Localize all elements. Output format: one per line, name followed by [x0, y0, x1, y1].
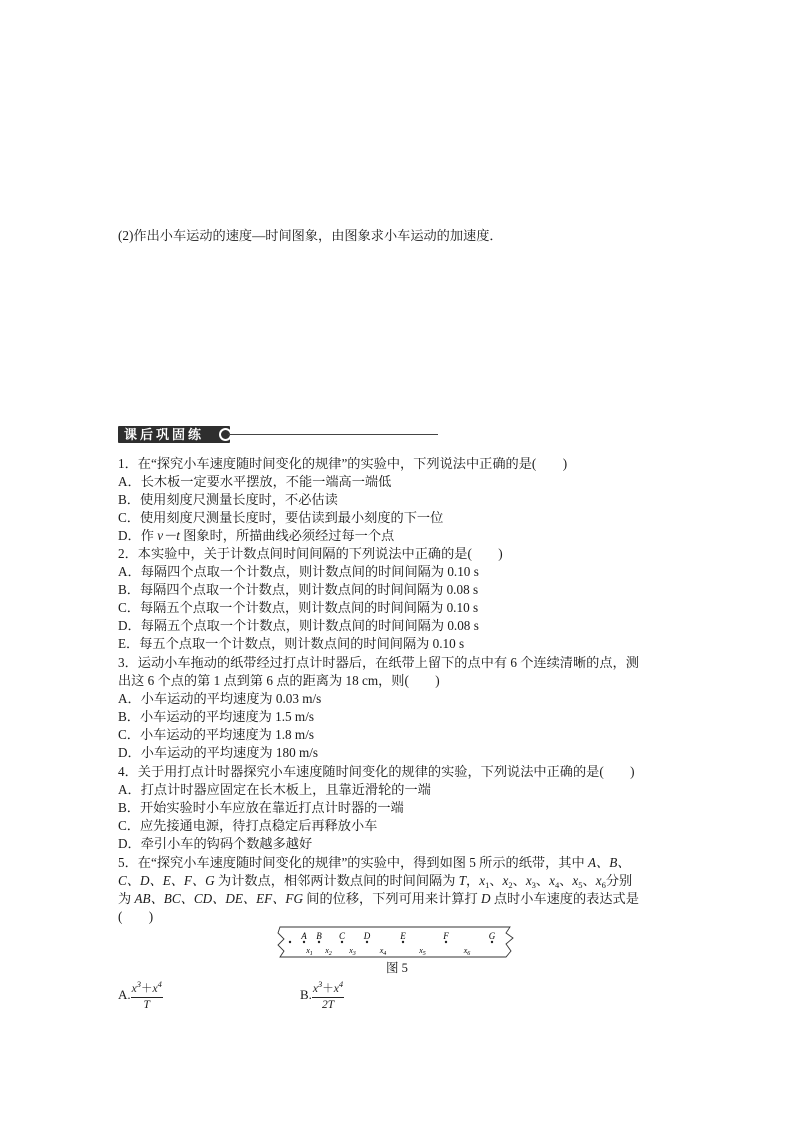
tape-label-B: B: [316, 931, 322, 941]
q4-stem: 4．关于用打点计时器探究小车速度随时间变化的规律的实验，下列说法中正确的是( ): [118, 764, 635, 779]
q5-stem2-text: 为计数点，相邻两计数点间的时间间隔为: [214, 873, 459, 888]
x-separator: 、: [559, 873, 573, 888]
q3-option-c: C．小车运动的平均速度为 1.8 m/s: [118, 727, 314, 742]
q2-option-e: E．每五个点取一个计数点，则计数点间的时间间隔为 0.10 s: [118, 636, 465, 651]
x-variable: x: [572, 873, 579, 888]
q3-stem-line1: 3．运动小车拖动的纸带经过打点计时器后，在纸带上留下的点中有 6 个连续清晰的点，测: [118, 655, 639, 670]
x-variable: x: [595, 873, 602, 888]
q1-option-a: A．长木板一定要水平摆放，不能一端高一端低: [118, 474, 392, 489]
q5-option-a-denominator: T: [143, 999, 150, 1011]
q5-stem3-start: 为: [118, 891, 135, 906]
q3-option-d: D．小车运动的平均速度为 180 m/s: [118, 745, 319, 760]
tape-outline: [278, 927, 513, 957]
q4-option-b: B．开始实验时小车应放在靠近打点计时器的一端: [118, 800, 404, 815]
x-subscript: 4: [554, 880, 560, 890]
x-subscript: 2: [508, 880, 513, 890]
tape-point-F: [445, 941, 447, 943]
tape-point-E: [402, 941, 404, 943]
x-variable: x: [502, 873, 509, 888]
x-subscript: 5: [578, 880, 583, 890]
section-title: 课后巩固练: [124, 427, 205, 442]
tape-segment-label-x2: $x_2$: [325, 946, 332, 957]
q1-option-b: B．使用刻度尺测量长度时，不必估读: [118, 492, 338, 507]
q5-stem3-segments: AB、BC、CD、DE、EF、FG: [134, 891, 303, 906]
x-subscript: 3: [531, 880, 536, 890]
q2-option-a: A．每隔四个点取一个计数点，则计数点间的时间间隔为 0.10 s: [118, 564, 479, 579]
tape-segment-label-x5: $x_5$: [419, 946, 426, 957]
q5-stem1-points: A、B、: [587, 855, 631, 870]
q2-stem: 2．本实验中，关于计数点间时间间隔的下列说法中正确的是( ): [118, 546, 503, 561]
q2-option-c: C．每隔五个点取一个计数点，则计数点间的时间间隔为 0.10 s: [118, 600, 479, 615]
q1-stem: 1．在“探究小车速度随时间变化的规律”的实验中，下列说法中正确的是( ): [118, 456, 568, 471]
q5-option-a: [118, 977, 163, 1013]
q2-option-b: B．每隔四个点取一个计数点，则计数点间的时间间隔为 0.08 s: [118, 582, 479, 597]
q5-option-a-fraction: [131, 977, 163, 1013]
x-separator: 、: [512, 873, 526, 888]
q3-option-b: B．小车运动的平均速度为 1.5 m/s: [118, 709, 314, 724]
q5-stem2-end: 分别: [605, 873, 633, 888]
q5-stem3-end: 点时小车速度的表达式是: [490, 891, 639, 906]
q1-d-suffix: 图象时，所描曲线必须经过每一个点: [179, 528, 395, 543]
q5-option-b-label: B.: [300, 987, 312, 1002]
x-separator: 、: [535, 873, 550, 888]
q5-stem2-comma: ，: [466, 873, 480, 888]
tape-label-E: E: [400, 931, 406, 941]
q5-x-list: [479, 873, 606, 888]
q3-stem-line2: 出这 6 个点的第 1 点到第 6 点的距离为 18 cm，则( ): [118, 673, 440, 688]
q5-stem3-D: D: [481, 891, 491, 906]
q4-option-d: D．牵引小车的钩码个数越多越好: [118, 836, 313, 851]
tape-label-F: F: [443, 931, 449, 941]
q5-option-b-fraction: [312, 977, 344, 1013]
q5-option-b-denominator: 2T: [321, 999, 335, 1011]
x-variable: x: [479, 873, 486, 888]
q5-option-b: [300, 977, 344, 1013]
tape-dot: [289, 941, 291, 943]
paper-tape-figure: [270, 925, 520, 959]
q2-option-d: D．每隔五个点取一个计数点，则计数点间的时间间隔为 0.08 s: [118, 618, 479, 633]
q1-option-d: [118, 527, 394, 545]
q1-d-prefix: D．作: [118, 528, 158, 543]
x-separator: 、: [582, 873, 596, 888]
q4-option-a: A．打点计时器应固定在长木板上，且靠近滑轮的一端: [118, 782, 431, 797]
tape-label-D: D: [363, 931, 371, 941]
tape-label-C: C: [338, 931, 346, 941]
tape-point-D: [366, 941, 368, 943]
q5-stem3-text: 间的位移，下列可用来计算打: [302, 891, 482, 906]
x-separator: 、: [489, 873, 503, 888]
q5-stem1-text: 5．在“探究小车速度随时间变化的规律”的实验中，得到如图 5 所示的纸带，其中: [118, 855, 588, 870]
tape-segment-label-x4: $x_4$: [379, 946, 387, 957]
q1-option-c: C．使用刻度尺测量长度时，要估读到最小刻度的下一位: [118, 510, 444, 525]
figure-caption: 图 5: [386, 961, 408, 975]
tape-label-A: A: [301, 931, 307, 941]
q5-answer-bracket: ( ): [118, 909, 154, 924]
q5-option-a-numerator: $x^3+x^4$: [131, 977, 163, 998]
section-divider: [228, 434, 438, 435]
q5-stem2-T: T: [458, 873, 467, 888]
tape-segment-label-x1: $x_1$: [306, 946, 313, 957]
q5-stem2-points: C、D、E、F、G: [118, 873, 215, 888]
tape-label-G: G: [488, 931, 496, 941]
q5-stem-line1: [118, 854, 630, 872]
q5-option-b-numerator: $x^3+x^4$: [312, 977, 344, 998]
q4-option-c: C．应先接通电源，待打点稳定后再释放小车: [118, 818, 378, 833]
x-variable: x: [525, 873, 532, 888]
tape-point-B: [318, 941, 320, 943]
section-header: [118, 426, 230, 443]
tape-point-G: [491, 941, 493, 943]
q5-option-a-label: A.: [118, 987, 131, 1002]
tape-segment-label-x6: $x_6$: [463, 946, 471, 957]
q1-d-variable: v－t: [157, 528, 180, 543]
tape-point-C: [341, 941, 343, 943]
x-subscript: 1: [485, 880, 490, 890]
tape-segment-label-x3: $x_3$: [349, 946, 356, 957]
part2-question: (2)作出小车运动的速度—时间图象，由图象求小车运动的加速度．: [118, 228, 503, 243]
x-variable: x: [549, 873, 555, 888]
q5-stem-line3: [118, 890, 639, 908]
q3-option-a: A．小车运动的平均速度为 0.03 m/s: [118, 691, 322, 706]
tape-point-A: [303, 941, 305, 943]
x-subscript: 6: [601, 880, 606, 890]
